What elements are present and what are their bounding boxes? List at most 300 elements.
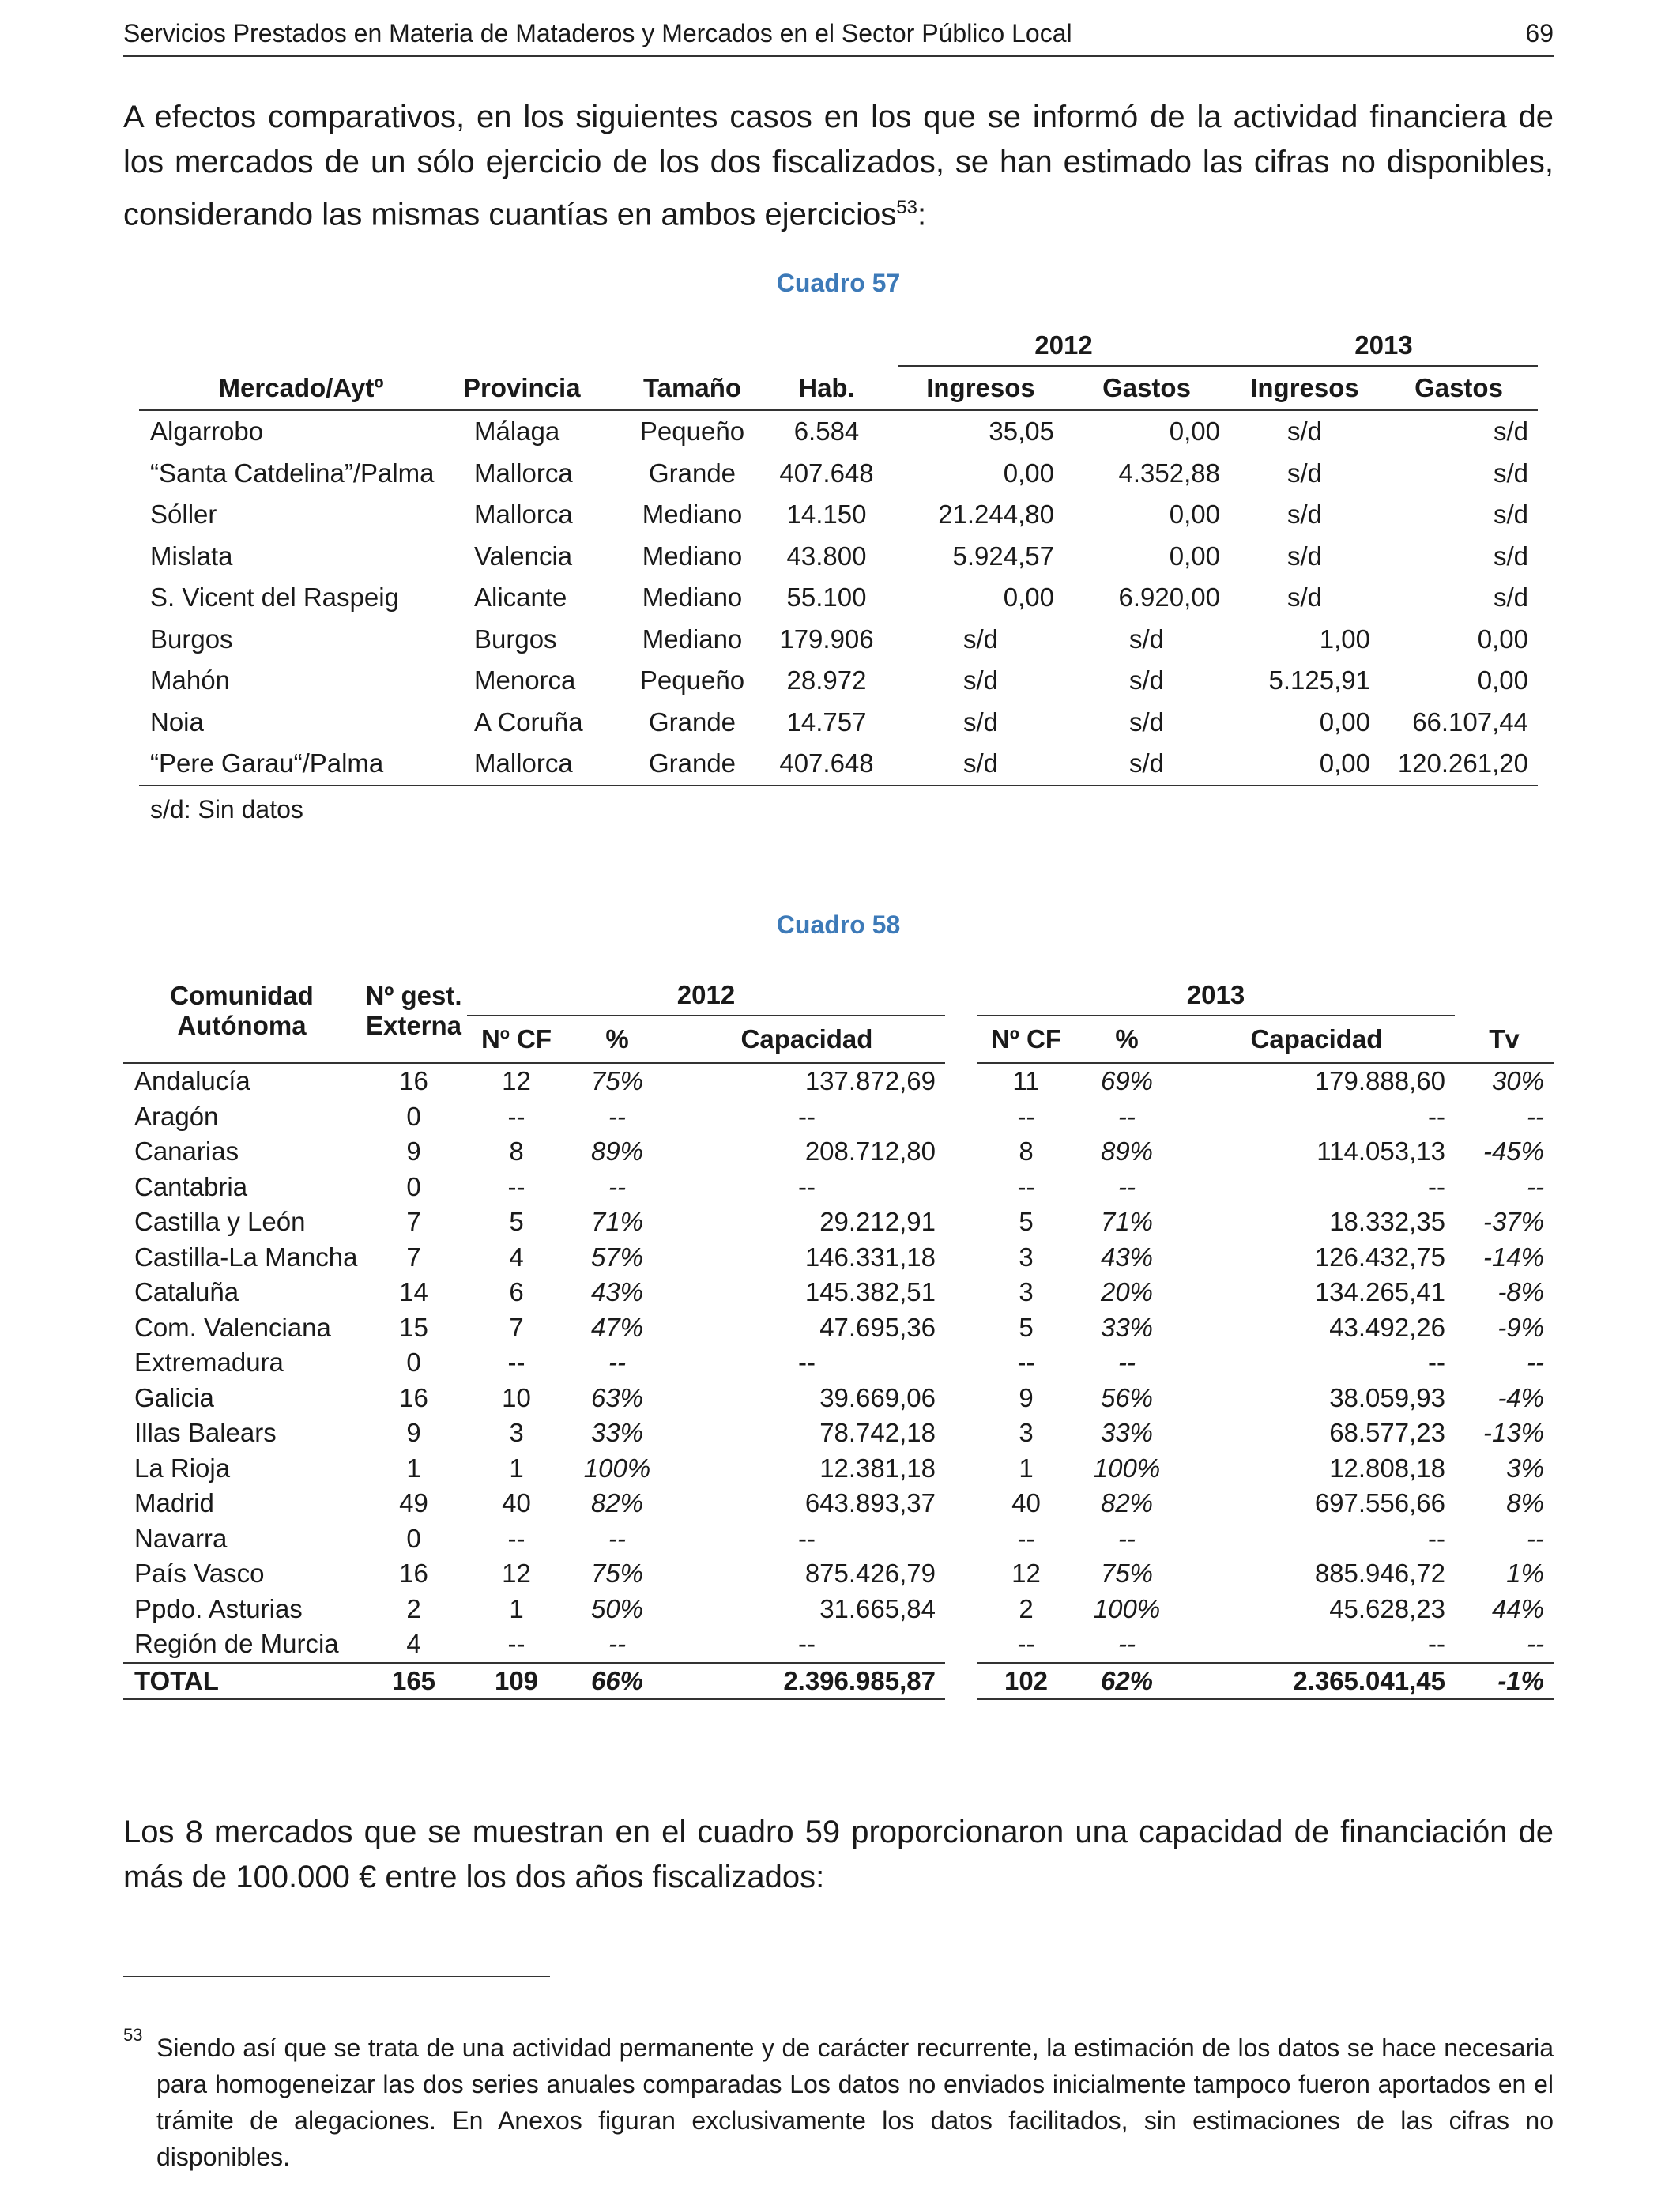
cell-ingresos-2012: 0,00 [1003,458,1054,488]
cell-ngest: 0 [406,1348,421,1378]
cell-mercado: Sóller [150,499,217,530]
cell-provincia: Mallorca [463,743,629,786]
cell-pct-2013: 62% [1075,1663,1178,1700]
cell-ingresos-2013: s/d [1286,417,1323,447]
table-row [123,1416,1554,1451]
cell-tv: -1% [1455,1663,1554,1700]
cell-hab: 179.906 [779,624,874,654]
table-row [139,577,1538,619]
cell-mercado: Burgos [150,624,233,654]
cell-hab: 407.648 [755,743,898,786]
cell-tamano: Pequeño [639,665,745,696]
cell-ingresos-2012: s/d [962,707,999,737]
cell-ncf-2013: 12 [1011,1559,1041,1589]
cell-pct-2013: 100% [1093,1453,1161,1483]
cell-capacidad-2013: -- [1428,1523,1445,1553]
col-header-pct-2012: % [566,1016,669,1063]
cell-hab: 407.648 [779,458,874,488]
cell-mercado: Noia [150,707,204,737]
cell-pct-2013: 71% [1100,1207,1154,1237]
year-header-2013: 2013 [1230,324,1538,366]
cell-ncf-2013: 3 [1019,1242,1034,1272]
table-row [139,619,1538,661]
table-row [123,1345,1554,1381]
cell-capacidad-2013: 43.492,26 [1329,1312,1445,1342]
cell-ingresos-2012: 5.924,57 [952,541,1054,571]
cell-ncf-2012: 10 [502,1382,531,1412]
cell-tv: -4% [1497,1382,1544,1412]
cell-pct-2013: 33% [1100,1312,1154,1342]
cell-ingresos-2013: s/d [1286,541,1323,571]
cell-capacidad-2013: 114.053,13 [1317,1137,1445,1167]
cell-ncf-2013: 11 [1012,1066,1040,1096]
cell-ngest: 2 [406,1593,421,1623]
cell-provincia: Alicante [474,582,567,613]
cuadro-57-caption: Cuadro 57 [776,269,901,297]
footnote-separator [123,1976,550,1977]
cell-pct-2012: 71% [590,1207,644,1237]
cell-ncf-2012: -- [507,1523,525,1553]
cell-comunidad: Com. Valenciana [134,1312,331,1342]
cell-tamano: Grande [648,458,736,488]
cell-tv: 3% [1506,1453,1544,1483]
cell-pct-2012: -- [608,1629,626,1659]
cell-hab: 6.584 [793,417,860,447]
cell-comunidad: Extremadura [134,1348,284,1378]
cuadro-57-body [139,410,1538,786]
cell-pct-2012: -- [608,1348,626,1378]
table-row [123,1521,1554,1557]
cell-capacidad-2013: 2.365.041,45 [1178,1663,1455,1700]
cell-tv: 8% [1506,1488,1544,1518]
cell-ncf-2012: 6 [509,1277,524,1307]
cell-tv: 1% [1506,1559,1544,1589]
cuadro-57-note: s/d: Sin datos [150,795,303,824]
cell-capacidad-2013: 45.628,23 [1329,1593,1445,1623]
cell-pct-2012: 47% [590,1312,644,1342]
cell-comunidad: Canarias [134,1137,239,1167]
col-header-gastos-2012: Gastos [1064,366,1230,410]
cell-ngest: 0 [406,1101,421,1131]
cell-gastos-2013: 120.261,20 [1380,743,1538,786]
cell-pct-2013: 20% [1100,1277,1154,1307]
cell-ngest: 7 [406,1242,421,1272]
cell-ingresos-2012: 0,00 [1003,582,1054,613]
cell-tv: -8% [1497,1277,1544,1307]
cell-ncf-2012: 40 [502,1488,531,1518]
table-row [123,1134,1554,1170]
cuadro-58-table [123,964,1554,1700]
cell-mercado: Algarrobo [150,417,264,447]
table-row [123,1451,1554,1487]
col-header-mercado: Mercado/Aytº [139,366,463,410]
cell-pct-2012: 43% [590,1277,644,1307]
table-row [123,1556,1554,1592]
col-header-ingresos-2013: Ingresos [1230,366,1380,410]
cell-ngest: 165 [360,1663,467,1700]
cell-tamano: Mediano [642,499,743,530]
cell-capacidad-2012: 78.742,18 [819,1418,936,1448]
cell-comunidad: Galicia [134,1382,214,1412]
cell-pct-2012: 66% [566,1663,669,1700]
cell-provincia: Mallorca [474,458,573,488]
cell-pct-2013: -- [1118,1523,1136,1553]
cell-capacidad-2013: 126.432,75 [1314,1242,1445,1272]
cell-ncf-2012: 7 [509,1312,524,1342]
table-row [139,743,1538,786]
cell-capacidad-2013: 68.577,23 [1329,1418,1445,1448]
cell-ncf-2012: 8 [509,1137,524,1167]
cell-comunidad: Andalucía [134,1066,250,1096]
year-header-2012: 2012 [898,324,1230,366]
cell-ncf-2012: -- [507,1171,525,1201]
cell-hab: 28.972 [786,665,867,696]
table-row [123,1170,1554,1205]
table-row [123,1063,1554,1099]
cell-gastos-2012: 0,00 [1169,499,1220,530]
cell-ncf-2012: -- [507,1629,525,1659]
col-header-capacidad-2013: Capacidad [1178,1016,1455,1063]
cell-tv: 44% [1491,1593,1544,1623]
col-header-gastos-2013: Gastos [1380,366,1538,410]
col-header-ingresos-2012: Ingresos [898,366,1064,410]
cell-pct-2013: 100% [1093,1593,1161,1623]
table-row [123,1275,1554,1310]
cell-ngest: 14 [399,1277,428,1307]
page-number: 69 [1525,19,1554,47]
cell-capacidad-2013: 18.332,35 [1329,1207,1445,1237]
table-row [139,660,1538,702]
cell-tamano: Mediano [642,624,743,654]
cell-comunidad: Navarra [134,1523,228,1553]
cell-capacidad-2012: 39.669,06 [819,1382,936,1412]
cell-ngest: 16 [399,1066,428,1096]
cell-pct-2013: 69% [1100,1066,1154,1096]
cell-ncf-2013: 40 [1011,1488,1041,1518]
cell-tv: -- [1527,1523,1544,1553]
cell-ncf-2012: -- [507,1101,525,1131]
cell-ncf-2013: 102 [977,1663,1075,1700]
cell-mercado: Mahón [150,665,230,696]
cell-capacidad-2012: 875.426,79 [804,1559,936,1589]
cell-mercado: S. Vicent del Raspeig [150,582,399,613]
cell-ncf-2013: 9 [1019,1382,1034,1412]
table-row [139,410,1538,453]
cell-capacidad-2013: -- [1428,1101,1445,1131]
cell-tv: -13% [1482,1418,1544,1448]
cell-capacidad-2012: 47.695,36 [819,1312,936,1342]
cell-ncf-2012: 109 [467,1663,566,1700]
cell-ncf-2012: 1 [509,1593,524,1623]
cell-capacidad-2013: -- [1428,1348,1445,1378]
cell-ingresos-2012: s/d [962,665,999,696]
cell-pct-2012: 75% [590,1066,644,1096]
cell-ngest: 4 [406,1629,421,1659]
cell-gastos-2013: s/d [1493,582,1528,613]
cell-capacidad-2013: 697.556,66 [1314,1488,1445,1518]
cell-ncf-2013: -- [1017,1101,1035,1131]
cell-ngest: 0 [406,1171,421,1201]
cell-pct-2012: 82% [590,1488,644,1518]
year-header-2012: 2012 [467,964,945,1016]
table-row [139,536,1538,578]
intro-paragraph [123,95,1554,237]
cell-pct-2013: -- [1118,1171,1136,1201]
cell-pct-2013: -- [1118,1348,1136,1378]
footnote-text: Siendo así que se trata de una actividad permanente y de carácter recurrente, la estimación de los datos se hace necesaria para homogeneizar las dos series anuales comparadas Los datos no enviados inicialmente tampoco fueron aportados en el trámite de alegaciones. En Anexos figuran exclusivamente los datos facilitados, sin estimaciones de las cifras no disponibles. [156,2034,1554,2171]
cell-ingresos-2013: s/d [1286,499,1323,530]
cell-ncf-2012: 1 [509,1453,524,1483]
cuadro-58-caption: Cuadro 58 [776,910,901,939]
cell-ngest: 1 [406,1453,421,1483]
cell-pct-2013: 82% [1100,1488,1154,1518]
cell-capacidad-2012: -- [798,1523,816,1553]
cell-ngest: 9 [406,1418,421,1448]
cell-pct-2013: -- [1118,1101,1136,1131]
year-header-2013: 2013 [977,964,1455,1016]
cell-provincia: Málaga [474,417,560,447]
cell-ncf-2013: 3 [1019,1277,1034,1307]
cell-tv: -9% [1497,1312,1544,1342]
table-row [123,1099,1554,1135]
cell-ncf-2013: 5 [1019,1312,1034,1342]
cell-ingresos-2013: s/d [1286,458,1323,488]
cell-capacidad-2013: -- [1428,1171,1445,1201]
cell-comunidad: Castilla y León [134,1207,306,1237]
cell-ngest: 16 [399,1559,428,1589]
table-row [139,453,1538,495]
cell-ncf-2013: -- [1017,1348,1035,1378]
cell-pct-2013: 43% [1100,1242,1154,1272]
page-header [123,14,1554,57]
cell-gastos-2013: s/d [1493,499,1528,530]
cell-pct-2012: 100% [583,1453,651,1483]
cell-tv: -- [1527,1629,1544,1659]
cell-comunidad: Aragón [134,1101,219,1131]
cuadro-57-table [139,324,1538,786]
cell-pct-2012: 57% [590,1242,644,1272]
cell-tamano: Mediano [642,582,743,613]
table-row [123,1486,1554,1521]
cell-capacidad-2012: 2.396.985,87 [669,1663,945,1700]
cell-capacidad-2012: 31.665,84 [819,1593,936,1623]
table-row [123,1627,1554,1663]
cell-ncf-2013: 2 [1019,1593,1034,1623]
cell-hab: 14.150 [786,499,867,530]
cell-capacidad-2013: -- [1428,1629,1445,1659]
cell-ncf-2012: 12 [502,1559,531,1589]
running-title: Servicios Prestados en Materia de Mataderos y Mercados en el Sector Público Local [123,19,1072,47]
cell-capacidad-2012: 137.872,69 [804,1066,936,1096]
cell-pct-2012: 75% [590,1559,644,1589]
cell-gastos-2013: s/d [1493,458,1528,488]
cell-ncf-2013: 3 [1019,1418,1034,1448]
cell-capacidad-2013: 134.265,41 [1314,1277,1445,1307]
cell-capacidad-2013: 885.946,72 [1314,1559,1445,1589]
footnote-ref[interactable]: 53 [896,197,917,218]
cell-tv: -- [1527,1348,1544,1378]
cell-tv: 30% [1491,1066,1544,1096]
cell-pct-2012: 33% [590,1418,644,1448]
table-row [123,1592,1554,1627]
cell-hab: 14.757 [786,707,867,737]
cell-ingresos-2012: s/d [898,743,1064,786]
cell-ncf-2012: 12 [502,1066,531,1096]
cell-tamano: Grande [648,707,736,737]
cell-mercado: “Santa Catdelina”/Palma [150,458,435,488]
intro-suffix: : [917,197,927,232]
cell-pct-2013: 56% [1100,1382,1154,1412]
cell-tv: -- [1527,1171,1544,1201]
cell-ncf-2012: 5 [509,1207,524,1237]
cell-capacidad-2012: 145.382,51 [804,1277,936,1307]
cell-ngest: 9 [406,1137,421,1167]
cell-gastos-2012: 6.920,00 [1118,582,1220,613]
table-row [139,494,1538,536]
cell-ncf-2012: 4 [509,1242,524,1272]
cell-pct-2012: 63% [590,1382,644,1412]
cell-comunidad: País Vasco [134,1559,265,1589]
cell-comunidad: Madrid [134,1488,214,1518]
col-header-tamano: Tamaño [629,366,755,410]
cell-capacidad-2012: -- [798,1171,816,1201]
footnote-number: 53 [123,2025,143,2045]
cell-tv: -37% [1482,1207,1544,1237]
cell-ingresos-2013: 5.125,91 [1268,665,1370,696]
cell-ngest: 49 [399,1488,428,1518]
cell-comunidad: Ppdo. Asturias [134,1593,303,1623]
cell-mercado: Mislata [150,541,233,571]
col-header-provincia: Provincia [463,366,629,410]
cell-ncf-2013: 8 [1019,1137,1034,1167]
cell-gastos-2013: s/d [1493,417,1528,447]
cell-gastos-2013: 0,00 [1477,624,1528,654]
cell-tv: -45% [1482,1137,1544,1167]
cell-ingresos-2013: s/d [1286,582,1323,613]
col-header-ngest: Nº gest. Externa [360,964,467,1063]
cell-ncf-2012: -- [507,1348,525,1378]
cell-gastos-2012: 0,00 [1169,541,1220,571]
cell-tamano: Pequeño [639,417,745,447]
cell-capacidad-2012: 208.712,80 [804,1137,936,1167]
cell-capacidad-2012: 146.331,18 [804,1242,936,1272]
cell-provincia: A Coruña [474,707,583,737]
cell-comunidad: TOTAL [123,1663,360,1700]
cell-ncf-2013: -- [1017,1523,1035,1553]
cell-pct-2012: -- [608,1523,626,1553]
cell-gastos-2013: 66.107,44 [1412,707,1528,737]
cell-ingresos-2012: 21.244,80 [938,499,1054,530]
cell-ngest: 15 [399,1312,428,1342]
cell-comunidad: Región de Murcia [134,1629,339,1659]
table-row [139,702,1538,744]
cell-pct-2013: 33% [1100,1418,1154,1448]
cell-gastos-2012: s/d [1128,624,1165,654]
cell-ncf-2013: 5 [1019,1207,1034,1237]
cell-tamano: Mediano [642,541,743,571]
cell-hab: 43.800 [786,541,867,571]
cell-gastos-2013: 0,00 [1477,665,1528,696]
cell-gastos-2012: 0,00 [1169,417,1220,447]
cell-ngest: 0 [406,1523,421,1553]
cell-comunidad: Illas Balears [134,1418,277,1448]
cell-tv: -- [1527,1101,1544,1131]
cell-ingresos-2013: 0,00 [1319,707,1370,737]
cell-capacidad-2012: -- [798,1348,816,1378]
cell-gastos-2013: s/d [1493,541,1528,571]
col-header-pct-2013: % [1075,1016,1178,1063]
col-header-hab: Hab. [755,366,898,410]
cell-ncf-2012: 3 [509,1418,524,1448]
cell-tamano: Grande [629,743,755,786]
cell-pct-2012: 50% [590,1593,644,1623]
cell-comunidad: La Rioja [134,1453,231,1483]
cell-capacidad-2013: 179.888,60 [1314,1066,1445,1096]
cell-pct-2012: -- [608,1101,626,1131]
cell-gastos-2012: s/d [1128,665,1165,696]
col-header-tv: Tv [1455,1016,1554,1063]
cell-pct-2013: 75% [1100,1559,1154,1589]
cell-capacidad-2013: 38.059,93 [1329,1382,1445,1412]
cuadro-58-body [123,1063,1554,1699]
cell-pct-2012: -- [608,1171,626,1201]
cell-ngest: 16 [399,1382,428,1412]
cell-capacidad-2012: 643.893,37 [804,1488,936,1518]
cell-ingresos-2012: 35,05 [989,417,1054,447]
cell-provincia: Burgos [474,624,557,654]
cell-gastos-2012: s/d [1064,743,1230,786]
table-row [123,1381,1554,1416]
cell-provincia: Valencia [474,541,573,571]
cell-ingresos-2013: 1,00 [1319,624,1370,654]
intro-text: A efectos comparativos, en los siguientes casos en los que se informó de la actividad financiera de los mercados de un sólo ejercicio de los dos fiscalizados, se han estimado las cifras no disponibles, considerando las mismas cuantías en ambos ejercicios [123,100,1554,232]
cell-provincia: Mallorca [474,499,573,530]
col-header-ncf-2013: Nº CF [977,1016,1075,1063]
cell-capacidad-2013: 12.808,18 [1329,1453,1445,1483]
col-header-ncf-2012: Nº CF [467,1016,566,1063]
cell-provincia: Menorca [474,665,576,696]
cell-tv: -14% [1482,1242,1544,1272]
cell-pct-2013: -- [1118,1629,1136,1659]
cell-pct-2013: 89% [1100,1137,1154,1167]
cell-mercado: “Pere Garau“/Palma [139,743,463,786]
cell-gastos-2012: 4.352,88 [1118,458,1220,488]
total-row [123,1663,1554,1700]
cell-capacidad-2012: 12.381,18 [819,1453,936,1483]
cell-ingresos-2013: 0,00 [1230,743,1380,786]
table-row [123,1204,1554,1240]
cell-ncf-2013: -- [1017,1171,1035,1201]
closing-paragraph: Los 8 mercados que se muestran en el cuadro 59 proporcionaron una capacidad de financiación de más de 100.000 € entre los dos años fiscalizados: [123,1815,1554,1894]
cell-gastos-2012: s/d [1128,707,1165,737]
cell-comunidad: Cantabria [134,1171,248,1201]
cell-ngest: 7 [406,1207,421,1237]
table-row [123,1310,1554,1346]
cell-comunidad: Castilla-La Mancha [134,1242,358,1272]
cell-pct-2012: 89% [590,1137,644,1167]
cell-hab: 55.100 [786,582,867,613]
cell-comunidad: Cataluña [134,1277,239,1307]
col-header-capacidad-2012: Capacidad [669,1016,945,1063]
cell-ncf-2013: 1 [1019,1453,1034,1483]
cell-capacidad-2012: -- [798,1101,816,1131]
cell-ncf-2013: -- [1017,1629,1035,1659]
table-row [123,1240,1554,1276]
cell-ingresos-2012: s/d [962,624,999,654]
col-header-comunidad: Comunidad Autónoma [123,964,360,1063]
cell-capacidad-2012: 29.212,91 [819,1207,936,1237]
cell-capacidad-2012: -- [798,1629,816,1659]
